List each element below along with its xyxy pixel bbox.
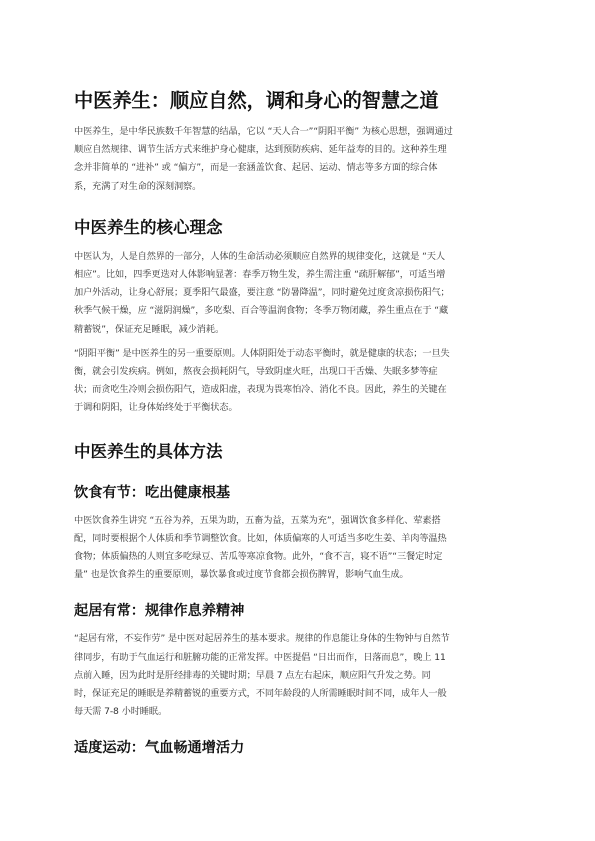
intro-paragraph: 中医养生，是中华民族数千年智慧的结晶，它以 “天人合一”“阴阳平衡” 为核心思想，强调通过 顺应自然规律、调节生活方式来维护身心健康，达到预防疾病、延年益寿的目的。这种养生理 念并非简单的 “进补” 或 “偏方”，而是一套涵盖饮食、起居、运动、情志等多方面的综合体 系，充满了对生命的深刻洞察。 xyxy=(74,126,453,192)
routine-heading: 起居有常：规律作息养精神 xyxy=(74,603,245,620)
methods-heading: 中医养生的具体方法 xyxy=(74,441,223,461)
exercise-heading: 适度运动：气血畅通增活力 xyxy=(74,740,245,757)
core-concept-heading: 中医养生的核心理念 xyxy=(74,217,223,237)
page-title: 中医养生：顺应自然，调和身心的智慧之道 xyxy=(74,89,439,112)
diet-heading: 饮食有节：吃出健康根基 xyxy=(74,484,231,501)
core-concept-paragraph-2: “阴阳平衡” 是中医养生的另一重要原则。人体阴阳处于动态平衡时，就是健康的状态；一旦失 衡，就会引发疾病。例如，熬夜会损耗阴气，导致阴虚火旺，出现口干舌燥、失眠多梦等症 状；而贪吃生冷则会损伤阳气，造成阳虚，表现为畏寒怕冷、消化不良。因此，养生的关键在 于调和阴阳，让身体始终处于平衡状态。 xyxy=(74,347,450,414)
routine-paragraph: “起居有常，不妄作劳” 是中医对起居养生的基本要求。规律的作息能让身体的生物钟与自然节 律同步，有助于气血运行和脏腑功能的正常发挥。中医提倡 “日出而作，日落而息”，晚上 11 点前入睡，因为此时是肝经排毒的关键时期；早晨 7 点左右起床，顺应阳气升发之势。同 时，保证充足的睡眠是养精蓄锐的重要方式，不同年龄段的人所需睡眠时间不同，成年人一般 每天需 7-8 小时睡眠。 xyxy=(74,633,450,718)
core-concept-paragraph-1: 中医认为，人是自然界的一部分，人体的生命活动必须顺应自然界的规律变化，这就是 “天人 相应”。比如，四季更迭对人体影响显著：春季万物生发，养生需注重 “疏肝解郁”，可适当增 加户外活动，让身心舒展；夏季阳气最盛，要注意 “防暑降温”，同时避免过度贪凉损伤阳气； 秋季气候干燥，应 “滋阴润燥”，多吃梨、百合等温润食物；冬季万物闭藏，养生重点在于 “藏 精蓄锐”，保证充足睡眠，减少消耗。 xyxy=(74,250,450,335)
article-body xyxy=(74,88,524,767)
diet-paragraph: 中医饮食养生讲究 “五谷为养，五果为助，五畜为益，五菜为充”，强调饮食多样化、荤素搭 配，同时要根据个人体质和季节调整饮食。比如，体质偏寒的人可适当多吃生姜、羊肉等温热 食物；体质偏热的人则宜多吃绿豆、苦瓜等寒凉食物。此外，“食不言，寝不语”“三餐定时定 量” 也是饮食养生的重要原则，暴饮暴食或过度节食都会损伤脾胃，影响气血生成。 xyxy=(74,514,447,581)
